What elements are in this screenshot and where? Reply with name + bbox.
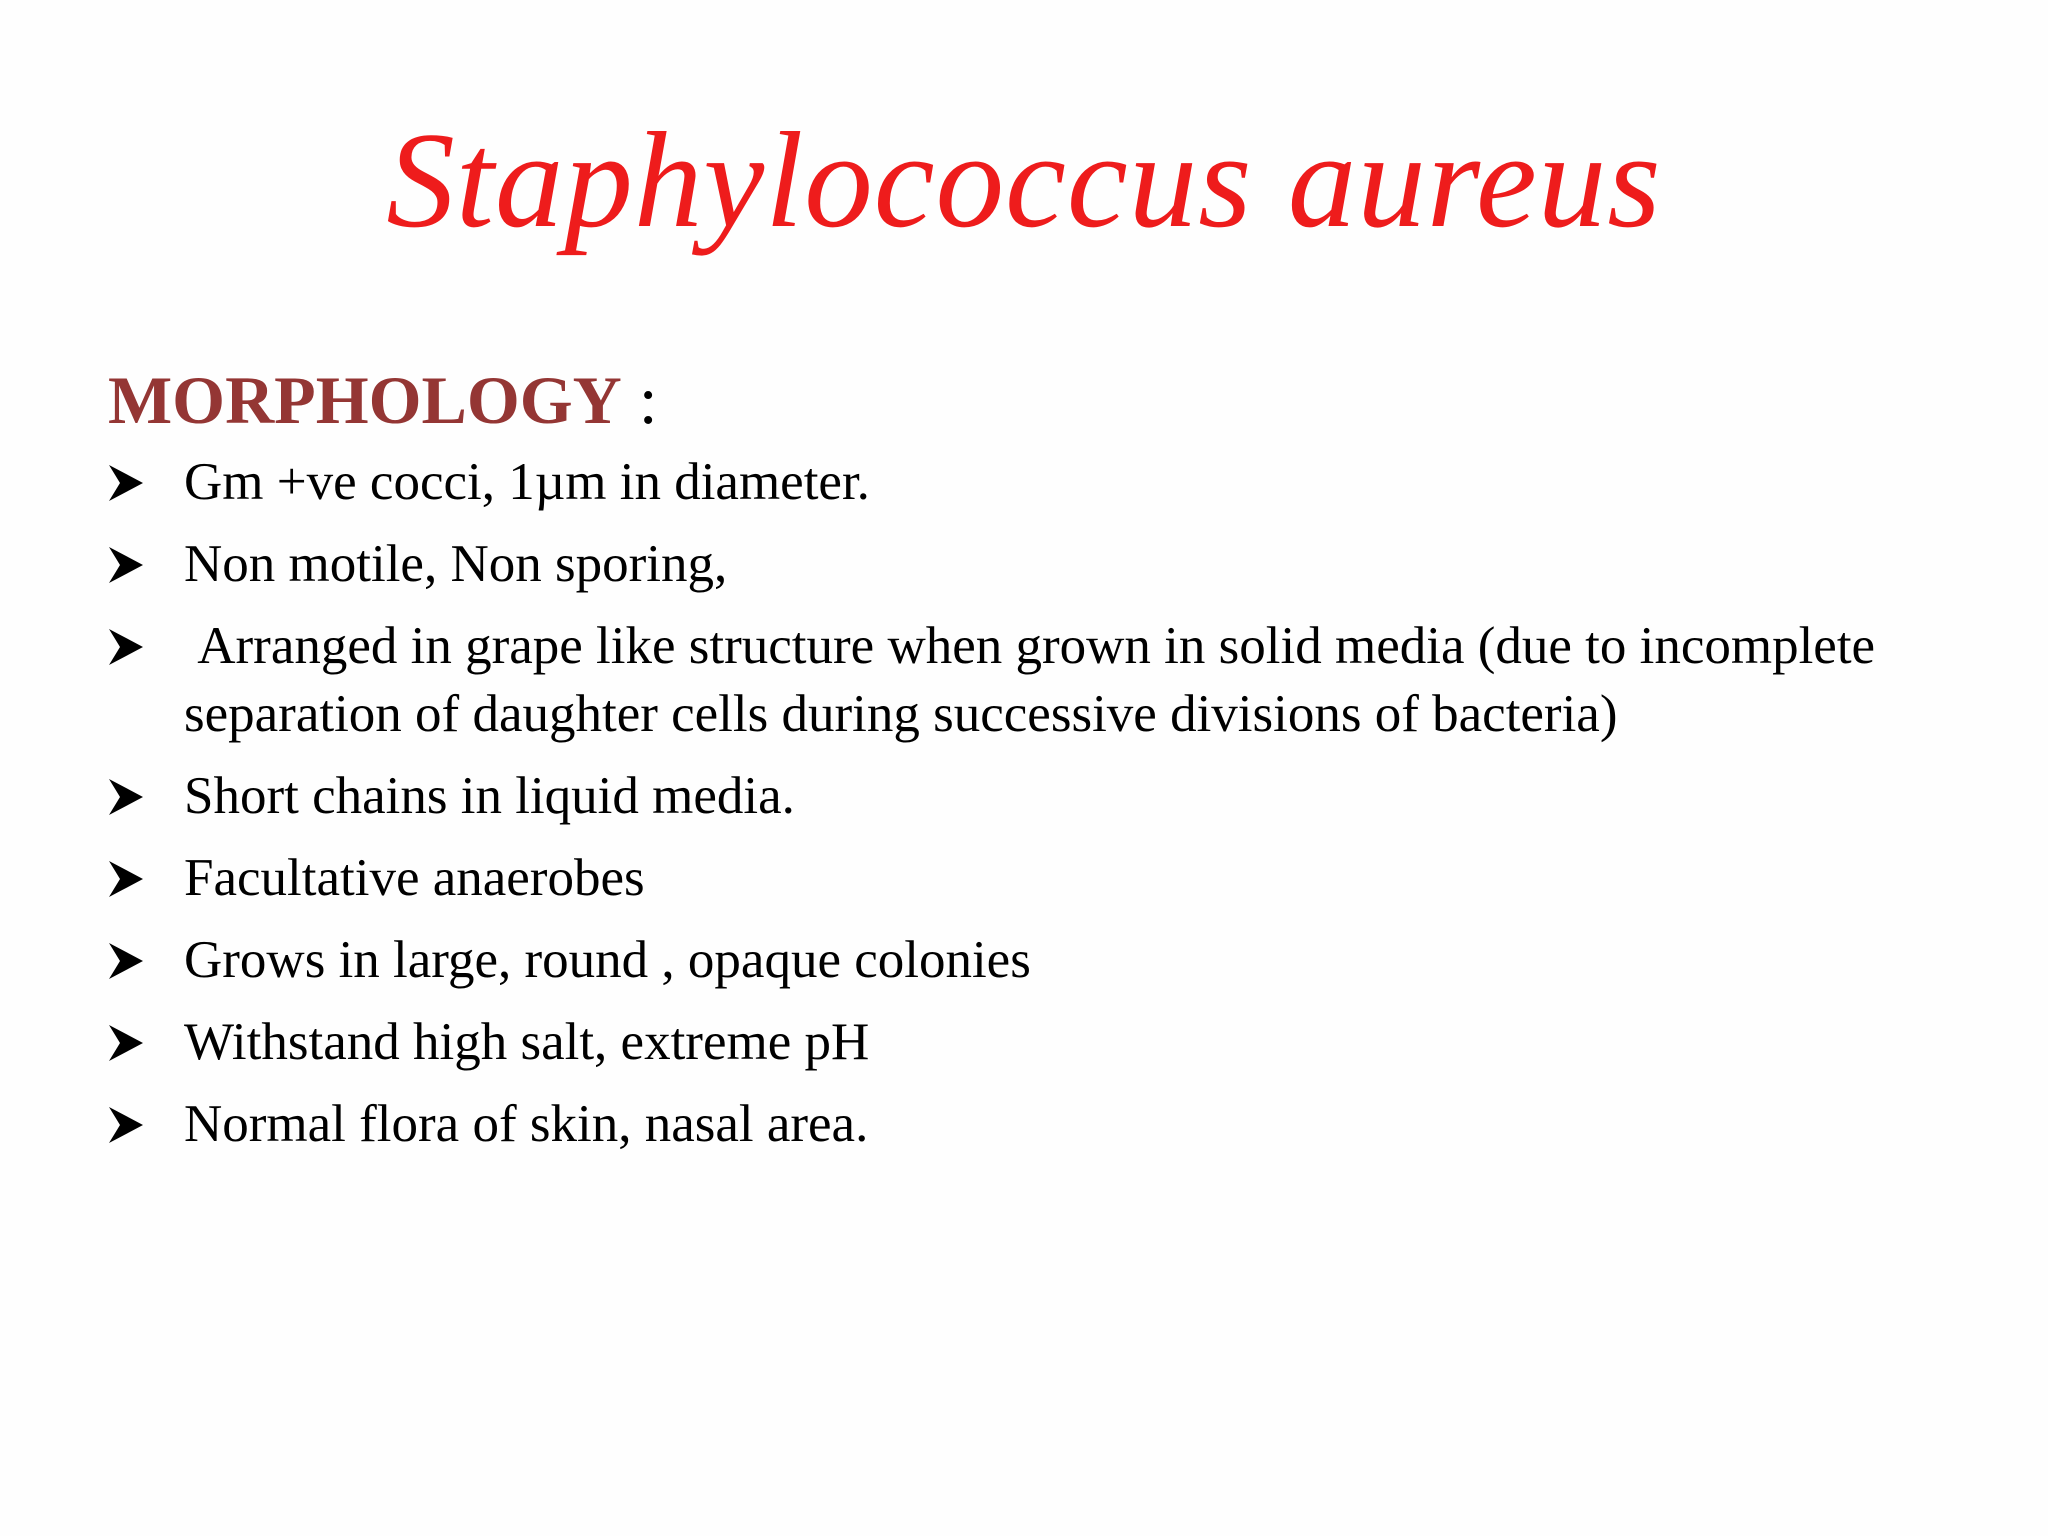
list-item — [108, 1008, 1968, 1076]
bullet-text: Short chains in liquid media. — [184, 767, 795, 825]
bullet-text: Facultative anaerobes — [184, 849, 645, 907]
arrow-bullet-icon — [108, 942, 144, 980]
list-item — [108, 762, 1968, 830]
list-item — [108, 1090, 1968, 1158]
list-item — [108, 844, 1968, 912]
section-heading-label: MORPHOLOGY — [108, 362, 622, 438]
arrow-bullet-icon — [108, 464, 144, 502]
section-heading-colon: : — [621, 362, 658, 438]
bullet-text: Normal flora of skin, nasal area. — [184, 1095, 869, 1153]
bullet-text: Withstand high salt, extreme pH — [184, 1013, 870, 1071]
arrow-bullet-icon — [108, 1106, 144, 1144]
slide-title: Staphylococcus aureus — [386, 104, 1662, 256]
bullet-text: Non motile, Non sporing, — [184, 535, 728, 593]
bullet-text: Arranged in grape like structure when grown in solid media (due to incomplete separation of daughter cells during successive divisions of bacteria) — [184, 617, 1889, 743]
arrow-bullet-icon — [108, 1024, 144, 1062]
bullet-list — [108, 448, 1968, 1172]
list-item — [108, 612, 1968, 748]
list-item — [108, 530, 1968, 598]
arrow-bullet-icon — [108, 628, 144, 666]
arrow-bullet-icon — [108, 860, 144, 898]
bullet-text: Gm +ve cocci, 1µm in diameter. — [184, 453, 870, 511]
arrow-bullet-icon — [108, 778, 144, 816]
section-heading — [108, 360, 658, 440]
arrow-bullet-icon — [108, 546, 144, 584]
list-item — [108, 926, 1968, 994]
list-item — [108, 448, 1968, 516]
bullet-text: Grows in large, round , opaque colonies — [184, 931, 1031, 989]
